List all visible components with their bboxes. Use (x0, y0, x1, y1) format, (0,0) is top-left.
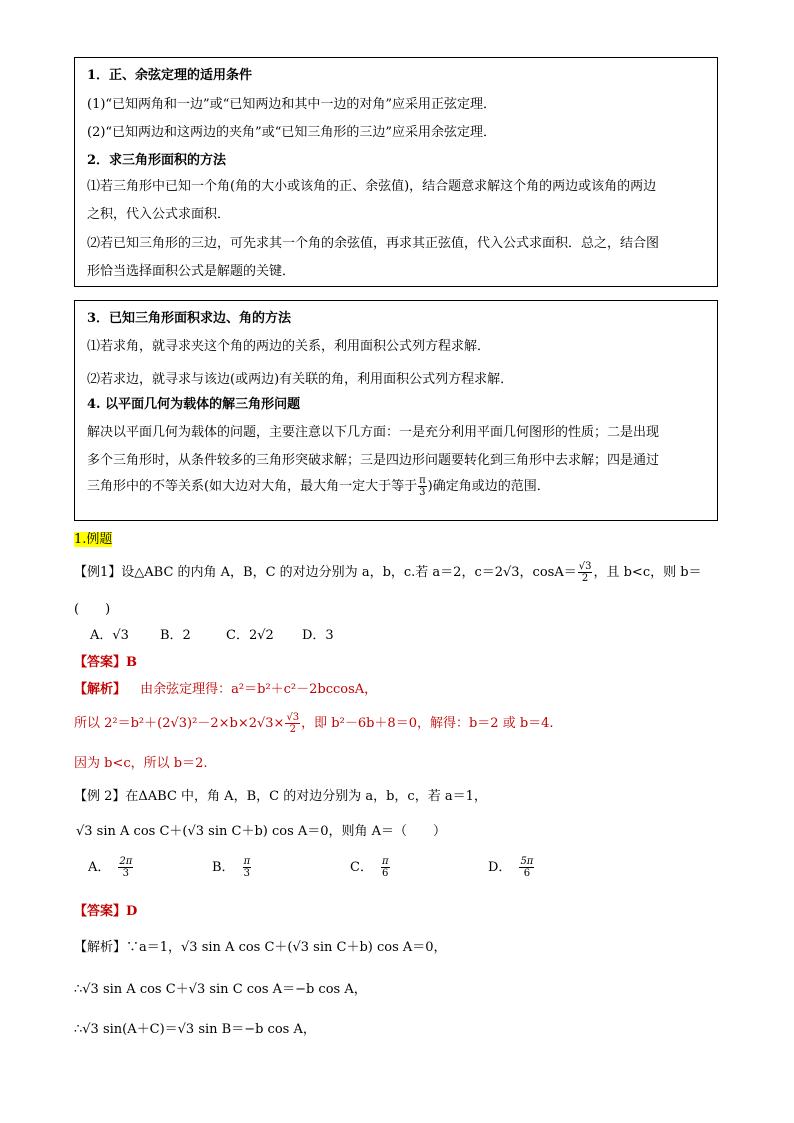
fraction-denominator: 3 (419, 487, 426, 498)
option-label: B． (212, 860, 235, 875)
ex2-option-b (212, 856, 252, 879)
box1-line-3: ⑴若三角形中已知一个角(角的大小或该角的正、余弦值)，结合题意求解这个角的两边或该角的两边 (87, 179, 657, 194)
ex2-answer: 【答案】D (74, 904, 138, 919)
fraction-denominator: 3 (122, 868, 130, 879)
ex1-paren: ( ) (74, 602, 111, 617)
option-fraction (519, 856, 534, 879)
box1-line-2: (2)“已知两边和这两边的夹角”或“已知三角形的三边”应采用余弦定理． (87, 125, 496, 140)
summary-box-2 (74, 300, 718, 521)
fraction-numerator: 2π (119, 856, 133, 867)
heading-3: 3．已知三角形面积求边、角的方法 (87, 311, 292, 326)
box1-line-1: (1)“已知两角和一边”或“已知两边和其中一边的对角”应采用正弦定理． (87, 97, 496, 112)
option-fraction (381, 856, 390, 879)
ex1-stem-text-a: 【例1】设△ABC 的内角 A，B，C 的对边分别为 a，b，c.若 a＝2，c＝2√3，cosA＝ (74, 565, 577, 580)
fraction-numerator: √3 (578, 561, 592, 572)
box1-line-4: 之积，代入公式求面积． (87, 207, 231, 222)
ex1-solution-text-2a: 所以 2²＝b²＋(2√3)²－2×b×2√3× (74, 716, 285, 731)
ex1-solution-label: 【解析】 (74, 682, 127, 697)
ex1-option-b: B．2 (160, 628, 191, 643)
heading-2: 2．求三角形面积的方法 (87, 153, 227, 168)
ex1-answer: 【答案】B (74, 655, 137, 670)
ex2-stem-line-1: 【例 2】在ΔABC 中，角 A，B，C 的对边分别为 a，b，c，若 a＝1， (74, 789, 487, 804)
fraction-denominator: 2 (581, 573, 589, 584)
section-title-text: 1.例题 (74, 532, 113, 547)
box1-line-6: 形恰当选择面积公式是解题的关键． (87, 264, 296, 279)
ex2-solution-line-3: ∴√3 sin(A＋C)＝√3 sin B＝−b cos A， (74, 1022, 316, 1037)
ex1-solution-line-3: 因为 b<c，所以 b＝2. (74, 756, 208, 771)
fraction-numerator: π (243, 856, 251, 867)
ex2-solution-line-1: 【解析】∵a＝1，√3 sin A cos C＋(√3 sin C＋b) cos A＝0， (74, 940, 447, 955)
heading-1: 1．正、余弦定理的适用条件 (87, 68, 253, 83)
ex1-stem-text-b: ，且 b<c，则 b＝ (593, 565, 702, 580)
fraction-denominator: 6 (382, 868, 389, 879)
ex1-solution-line-1 (74, 678, 377, 697)
ex2-stem-line-2: √3 sin A cos C＋(√3 sin C＋b) cos A＝0，则角 A＝（ ） (76, 824, 447, 839)
fraction-denominator: 3 (243, 868, 251, 879)
box2-line-5-text-a: 三角形中的不等关系(如大边对大角，最大角一定大于等于 (87, 479, 418, 494)
ex1-solution-fraction (285, 712, 300, 735)
ex1-option-c: C．2√2 (226, 628, 274, 643)
ex2-solution-line-2: ∴√3 sin A cos C＋√3 sin C cos A＝−b cos A， (74, 982, 367, 997)
ex2-option-d (488, 856, 535, 879)
option-label: A． (88, 860, 111, 875)
ex1-stem (74, 561, 702, 584)
fraction-numerator: π (381, 856, 389, 867)
ex1-option-a: A．√3 (90, 628, 129, 643)
ex2-option-a (88, 856, 134, 879)
summary-box-1 (74, 57, 718, 287)
fraction-denominator: 2 (289, 724, 296, 735)
box2-line-3: 解决以平面几何为载体的问题，主要注意以下几方面：一是充分利用平面几何图形的性质；二是出现 (87, 425, 660, 440)
section-title (74, 528, 112, 547)
box2-line-4: 多个三角形时，从条件较多的三角形突破求解；三是四边形问题要转化到三角形中去求解；四是通过 (87, 453, 660, 468)
ex1-option-d: D．3 (302, 628, 334, 643)
ex1-solution-text-2b: ，即 b²－6b＋8＝0，解得：b＝2 或 b＝4. (301, 716, 554, 731)
ex1-solution-text-1: 由余弦定理得：a²＝b²＋c²－2bccosA， (140, 682, 378, 697)
box2-line-1: ⑴若求角，就寻求夹这个角的两边的关系，利用面积公式列方程求解． (87, 339, 491, 354)
fraction-denominator: 6 (523, 868, 531, 879)
fraction-numerator: √3 (286, 712, 300, 723)
ex1-cos-fraction (578, 561, 593, 584)
fraction-numerator: 5π (520, 856, 534, 867)
box1-line-5: ⑵若已知三角形的三边，可先求其一个角的余弦值，再求其正弦值，代入公式求面积．总之，结合图 (87, 236, 660, 251)
option-label: C． (350, 860, 373, 875)
fraction-numerator: π (419, 475, 426, 486)
box2-line-2: ⑵若求边，就寻求与该边(或两边)有关联的角，利用面积公式列方程求解． (87, 372, 514, 387)
ex2-option-c (350, 856, 391, 879)
box2-line-5-text-b: )确定角或边的范围． (427, 479, 550, 494)
option-fraction (118, 856, 133, 879)
pi-over-3-fraction (418, 475, 427, 498)
option-fraction (243, 856, 252, 879)
option-label: D． (488, 860, 512, 875)
heading-4: 4. 以平面几何为载体的解三角形问题 (87, 397, 301, 412)
box2-line-5 (87, 475, 707, 498)
ex1-solution-line-2 (74, 712, 554, 735)
